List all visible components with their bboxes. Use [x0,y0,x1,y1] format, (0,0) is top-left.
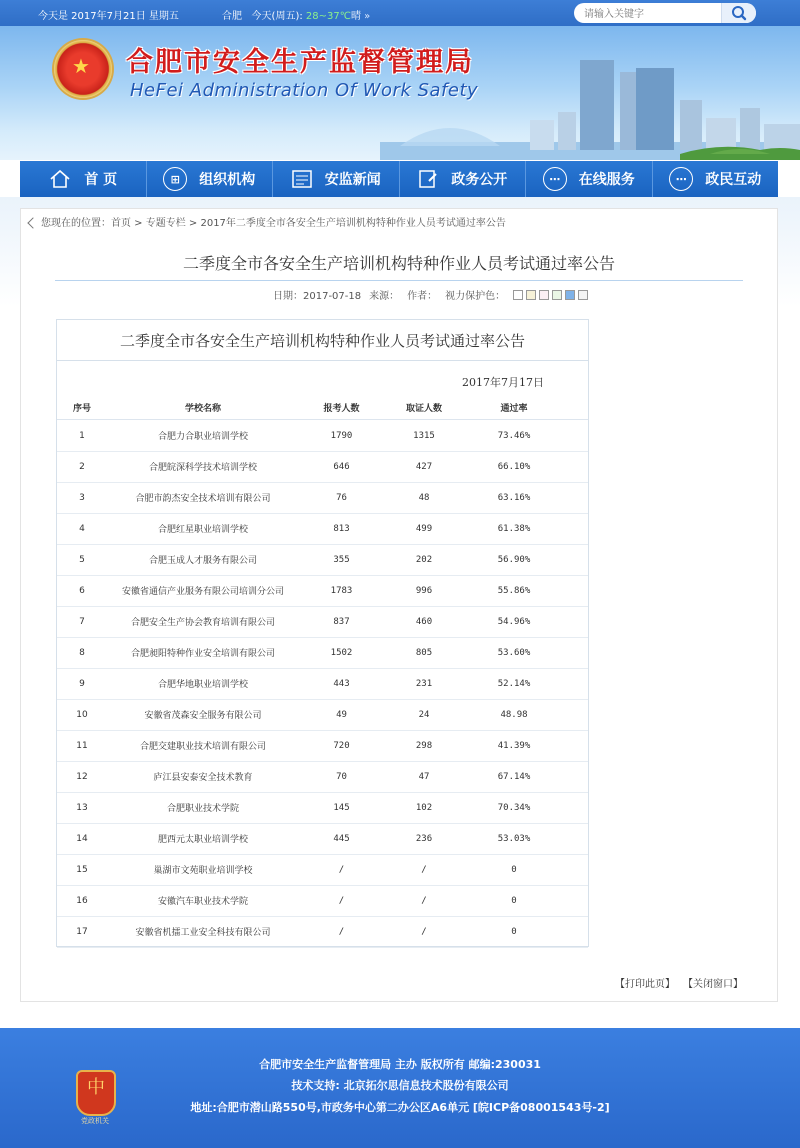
table-row [57,730,588,762]
table-row [57,885,588,917]
footer-address: 地址:合肥市潜山路550号,市政务中心第二办公区A6单元 [皖ICP备08001543号-2] [190,1101,610,1114]
cell-school: 安徽省机擂工业安全科技有限公司 [135,928,271,938]
cell-index: 17 [76,926,88,937]
cell-pass-rate: 61.38% [497,523,531,534]
breadcrumb-text[interactable]: 您现在的位置：首页 > 专题专栏 > 2017年二季度全市各安全生产培训机构特种作业人员考试通过率公告 [41,218,506,229]
cell-school: 安徽汽车职业技术学院 [157,897,248,907]
cell-school: 安徽省茂森安全服务有限公司 [144,711,262,721]
cell-certified: 102 [415,802,433,813]
cell-index: 10 [76,709,88,720]
cell-applicants: 76 [336,492,347,503]
meta-eye-label: 视力保护色： [445,291,506,302]
cell-applicants: 443 [333,678,350,689]
chat-icon: ⋯ [543,167,567,191]
cell-index: 9 [79,678,85,689]
nav-item-government-affairs[interactable] [400,161,527,197]
cell-applicants: 720 [333,740,350,751]
table-row [57,513,588,545]
cell-pass-rate: 56.90% [497,554,531,565]
current-date: 今天是 2017年7月21日 星期五 [38,11,179,22]
weather-more-icon[interactable]: » [364,11,371,22]
site-title-en: HeFei Administration Of Work Safety [130,80,479,101]
cell-index: 4 [79,523,85,534]
dialog-icon: ⋯ [669,167,693,191]
table-row [57,823,588,855]
nav-label: 首 页 [84,172,118,188]
cell-index: 12 [76,771,88,782]
nav-item-organization[interactable] [147,161,274,197]
cell-pass-rate: 53.03% [497,833,531,844]
date-value: 2017-07-18 [303,291,362,302]
cell-pass-rate: 52.14% [497,678,531,689]
home-icon [48,168,72,190]
cell-certified: / [421,926,427,937]
title-divider [55,280,743,281]
weather-prefix: 今天(周五): [251,11,303,22]
table-date: 2017年7月17日 [462,376,544,389]
cell-school: 合肥市韵杰安全技术培训有限公司 [135,494,271,504]
cell-school: 安徽省通信产业服务有限公司培训分公司 [121,587,284,597]
table-title: 二季度全市各安全生产培训机构特种作业人员考试通过率公告 [119,332,525,350]
cell-school: 合肥昶阳特种作业安全培训有限公司 [130,649,275,659]
party-government-badge-icon[interactable]: 中 [76,1070,116,1116]
table-row [57,916,588,948]
header-banner [0,26,800,160]
cell-school: 巢湖市文苑职业培训学校 [153,866,253,876]
cell-applicants: 70 [336,771,347,782]
cell-applicants: 646 [333,461,350,472]
nav-label: 在线服务 [578,172,635,188]
table-row [57,482,588,514]
cell-certified: 48 [418,492,430,503]
search-input[interactable] [582,5,716,23]
table-row [57,451,588,483]
cell-pass-rate: 73.46% [497,430,531,441]
cell-index: 2 [79,461,85,472]
cell-index: 15 [76,864,88,875]
cell-applicants: 1790 [330,430,353,441]
cell-school: 庐江县安泰安全技术教育 [153,773,253,783]
table-row [57,544,588,576]
col-header-index: 序号 [72,404,91,414]
breadcrumb [21,209,777,239]
nav-item-home[interactable] [20,161,147,197]
table-row [57,606,588,638]
cell-school: 肥西元太职业培训学校 [157,835,248,845]
cell-applicants: 49 [336,709,347,720]
cell-certified: 236 [415,833,433,844]
cell-school: 合肥职业技术学院 [166,804,239,814]
cell-applicants: / [338,895,345,906]
table-title-divider [57,360,588,361]
site-footer [0,1028,800,1148]
cell-pass-rate: 0 [511,926,517,937]
eye-protection-swatches [513,290,588,300]
cell-index: 1 [79,430,85,441]
eye-color-swatch[interactable] [539,290,549,300]
nav-item-news[interactable] [273,161,400,197]
cell-certified: 298 [415,740,433,751]
cell-pass-rate: 53.60% [497,647,531,658]
bureau-emblem-logo: ★ [54,40,112,98]
cell-pass-rate: 63.16% [497,492,531,503]
eye-color-swatch[interactable] [552,290,562,300]
eye-color-swatch[interactable] [578,290,588,300]
meta-author-label: 作者： [407,291,438,302]
cell-applicants: 355 [333,554,350,565]
eye-color-swatch[interactable] [513,290,523,300]
cell-school: 合肥皖深科学技术培训学校 [148,463,257,473]
col-header-certified: 取证人数 [405,404,442,414]
main-nav [20,161,778,197]
cell-index: 7 [79,616,85,627]
cell-pass-rate: 70.34% [497,802,531,813]
cell-index: 16 [76,895,88,906]
search-box [574,3,756,23]
cell-certified: 996 [415,585,433,596]
city-skyline-image [380,50,800,160]
cell-certified: / [421,864,427,875]
table-header [57,396,588,420]
footer-copyright: 合肥市安全生产监督管理局 主办 版权所有 邮编:230031 [259,1058,541,1071]
weather-condition: 晴 [350,11,361,22]
cell-applicants: 813 [333,523,350,534]
cell-pass-rate: 0 [511,895,517,906]
cell-certified: 427 [415,461,433,472]
nav-item-interaction[interactable] [653,161,779,197]
table-row [57,792,588,824]
eye-color-swatch[interactable] [526,290,536,300]
table-row [57,575,588,607]
cell-index: 13 [76,802,88,813]
table-row [57,420,588,452]
site-title-cn: 合肥市安全生产监督管理局 [126,47,474,78]
table-row [57,637,588,669]
document-icon [417,169,439,189]
top-bar [0,0,800,26]
page-actions [615,975,743,990]
table-row [57,699,588,731]
cell-certified: / [421,895,427,906]
cell-applicants: 1502 [330,647,353,658]
cell-certified: 202 [415,554,433,565]
cell-certified: 1315 [413,430,435,441]
cell-index: 3 [79,492,85,503]
search-icon [722,3,756,23]
article-title: 二季度全市各安全生产培训机构特种作业人员考试通过率公告 [182,254,615,273]
content-panel [20,208,778,1002]
cell-index: 11 [76,740,88,751]
results-table [56,319,589,947]
eye-color-swatch[interactable] [565,290,575,300]
cell-certified: 24 [418,709,430,720]
nav-label: 政民互动 [705,172,762,188]
nav-item-online-service[interactable] [526,161,653,197]
cell-pass-rate: 41.39% [497,740,531,751]
weather-temp: 28~37℃ [305,11,351,22]
col-header-applicants: 报考人数 [323,404,360,414]
location-icon [27,217,38,228]
cell-school: 合肥力合职业培训学校 [157,432,248,442]
cell-applicants: / [338,864,345,875]
cell-applicants: 445 [333,833,350,844]
print-link[interactable]: 【打印此页】 [615,979,675,990]
cell-index: 6 [79,585,85,596]
org-chart-icon: ⊞ [163,167,187,191]
cell-applicants: / [338,926,345,937]
cell-applicants: 837 [333,616,350,627]
col-header-pass-rate: 通过率 [500,404,528,414]
footer-tech-support: 技术支持: 北京拓尔思信息技术股份有限公司 [291,1079,509,1092]
news-icon [291,169,313,189]
cell-index: 8 [79,647,85,658]
weather-city: 合肥 [222,11,242,22]
cell-school: 合肥红星职业培训学校 [157,525,248,535]
weather-info [222,7,370,22]
cell-school: 合肥华地职业培训学校 [157,680,248,690]
cell-pass-rate: 0 [511,864,517,875]
table-row [57,854,588,886]
cell-school: 合肥交建职业技术培训有限公司 [139,742,266,752]
cell-applicants: 1783 [330,585,353,596]
cell-certified: 805 [415,647,433,658]
cell-certified: 231 [415,678,433,689]
article-meta [273,287,588,302]
badge-caption: 党政机关 [81,1117,109,1125]
nav-label: 安监新闻 [324,172,381,188]
nav-label: 政务公开 [451,172,508,188]
meta-date [273,287,361,302]
close-window-link[interactable]: 【关闭窗口】 [683,979,743,990]
cell-pass-rate: 66.10% [497,461,531,472]
cell-index: 5 [79,554,85,565]
table-row [57,761,588,793]
cell-applicants: 145 [333,802,350,813]
cell-certified: 460 [415,616,433,627]
cell-pass-rate: 48.98 [500,709,528,720]
cell-pass-rate: 67.14% [497,771,531,782]
cell-index: 14 [76,833,88,844]
cell-certified: 47 [418,771,430,782]
cell-school: 合肥玉成人才服务有限公司 [148,556,257,566]
nav-label: 组织机构 [199,172,256,188]
cell-pass-rate: 54.96% [497,616,531,627]
date-label: 日期： [273,291,303,302]
search-button[interactable] [721,3,756,23]
table-row [57,668,588,700]
cell-school: 合肥安全生产协会教育培训有限公司 [130,618,275,628]
cell-pass-rate: 55.86% [497,585,531,596]
cell-certified: 499 [415,523,433,534]
meta-source-label: 来源： [369,291,400,302]
col-header-school: 学校名称 [184,404,221,414]
